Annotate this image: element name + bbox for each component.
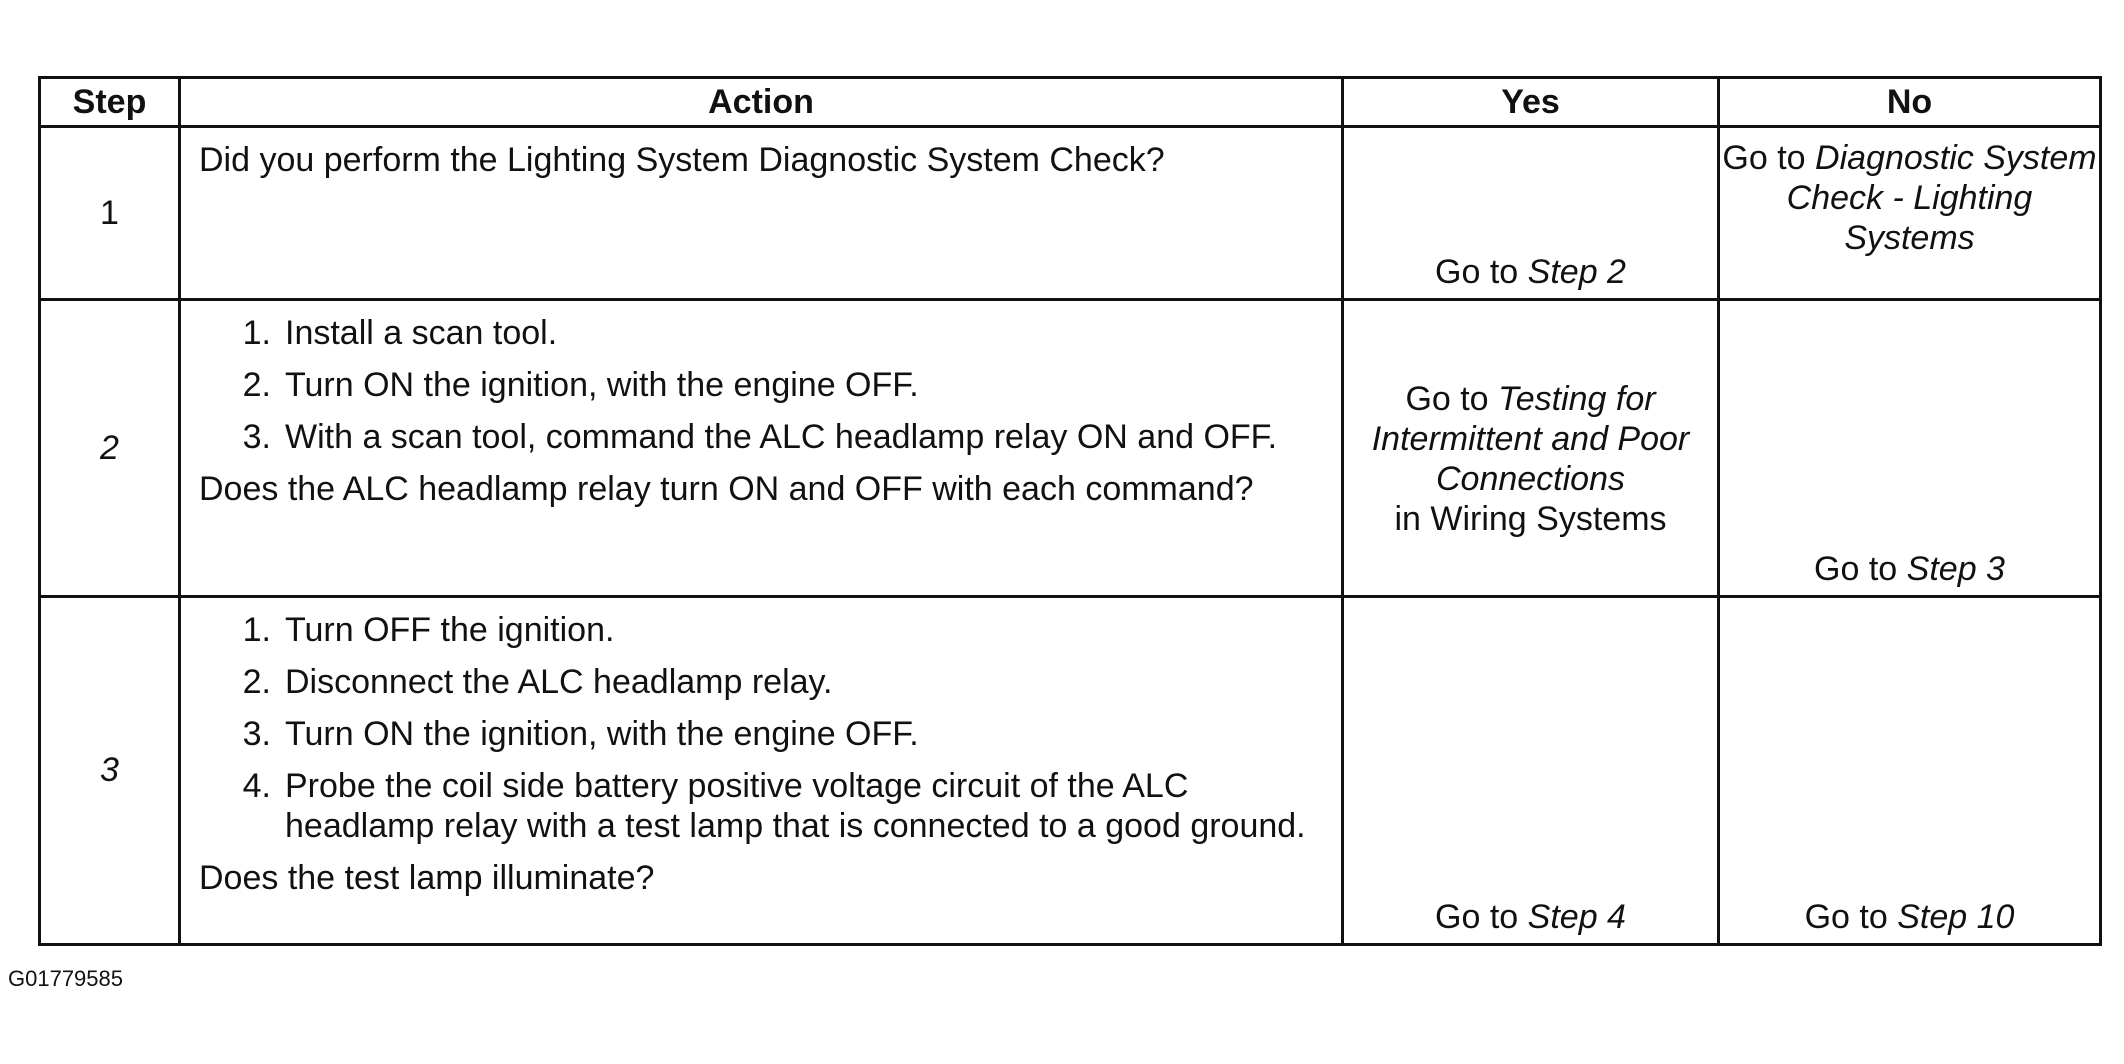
table-row xyxy=(40,127,2101,300)
no-cell xyxy=(1719,300,2101,596)
list-item xyxy=(199,365,1323,405)
item-number: 4. xyxy=(242,766,271,805)
no-cell xyxy=(1719,127,2101,300)
list-item xyxy=(199,714,1323,754)
no-cell xyxy=(1719,596,2101,944)
list-item xyxy=(199,766,1323,846)
list-item xyxy=(199,662,1323,702)
item-text: Turn ON the ignition, with the engine OFF. xyxy=(285,714,919,753)
item-number: 2. xyxy=(242,366,271,405)
list-item xyxy=(199,610,1323,650)
action-cell xyxy=(180,127,1343,300)
item-number: 3. xyxy=(242,714,271,753)
list-item xyxy=(199,313,1323,353)
header-action: Action xyxy=(180,78,1343,127)
step-number: 1 xyxy=(40,127,180,300)
step-number: 3 xyxy=(40,596,180,944)
no-goto xyxy=(1720,549,2099,589)
item-text: With a scan tool, command the ALC headlamp relay ON and OFF. xyxy=(285,418,1278,457)
step-number: 2 xyxy=(40,300,180,596)
yes-cell xyxy=(1343,596,1719,944)
item-text: Probe the coil side battery positive voltage circuit of the ALC headlamp relay with a test lamp that is connected to a good ground. xyxy=(285,766,1306,845)
diagnostic-table xyxy=(38,76,2102,946)
goto-suffix: in Wiring Systems xyxy=(1394,500,1667,539)
yes-cell xyxy=(1343,127,1719,300)
goto-target-link[interactable]: Step 4 xyxy=(1527,898,1626,936)
table-row xyxy=(40,300,2101,596)
goto-target-link[interactable]: Testing for Intermittent and Poor Connections xyxy=(1371,380,1690,499)
item-text: Turn OFF the ignition. xyxy=(285,610,615,649)
step-question: Does the test lamp illuminate? xyxy=(199,858,655,897)
figure-id: G01779585 xyxy=(8,966,123,991)
yes-goto xyxy=(1344,379,1717,539)
item-number: 3. xyxy=(242,418,271,457)
goto-target-link[interactable]: Step 2 xyxy=(1527,253,1626,292)
goto-prefix: Go to xyxy=(1722,139,1806,177)
step-question: Does the ALC headlamp relay turn ON and OFF with each command? xyxy=(199,470,1254,509)
yes-goto xyxy=(1344,252,1717,292)
goto-prefix: Go to xyxy=(1804,898,1888,936)
table-row xyxy=(40,596,2101,944)
goto-target-link[interactable]: Step 10 xyxy=(1897,898,2015,936)
action-list xyxy=(199,610,1323,846)
item-text: Disconnect the ALC headlamp relay. xyxy=(285,662,833,701)
action-cell xyxy=(180,300,1343,596)
yes-cell xyxy=(1343,300,1719,596)
goto-prefix: Go to xyxy=(1814,549,1898,588)
goto-prefix: Go to xyxy=(1435,898,1519,936)
item-text: Install a scan tool. xyxy=(285,314,558,353)
item-number: 2. xyxy=(242,662,271,701)
goto-target-link[interactable]: Diagnostic System Check - Lighting Systems xyxy=(1786,139,2097,257)
action-list xyxy=(199,313,1323,457)
action-cell xyxy=(180,596,1343,944)
header-step: Step xyxy=(40,78,180,127)
goto-prefix: Go to xyxy=(1435,253,1519,292)
item-number: 1. xyxy=(242,610,271,649)
header-no: No xyxy=(1719,78,2101,127)
yes-goto xyxy=(1344,897,1717,937)
table-header-row xyxy=(40,78,2101,127)
item-number: 1. xyxy=(242,314,271,353)
item-text: Turn ON the ignition, with the engine OFF. xyxy=(285,366,919,405)
goto-prefix: Go to xyxy=(1405,380,1489,419)
list-item xyxy=(199,417,1323,457)
no-goto xyxy=(1720,897,2099,937)
step-question: Did you perform the Lighting System Diagnostic System Check? xyxy=(199,141,1165,179)
goto-target-link[interactable]: Step 3 xyxy=(1906,549,2005,588)
header-yes: Yes xyxy=(1343,78,1719,127)
no-goto xyxy=(1720,128,2099,258)
